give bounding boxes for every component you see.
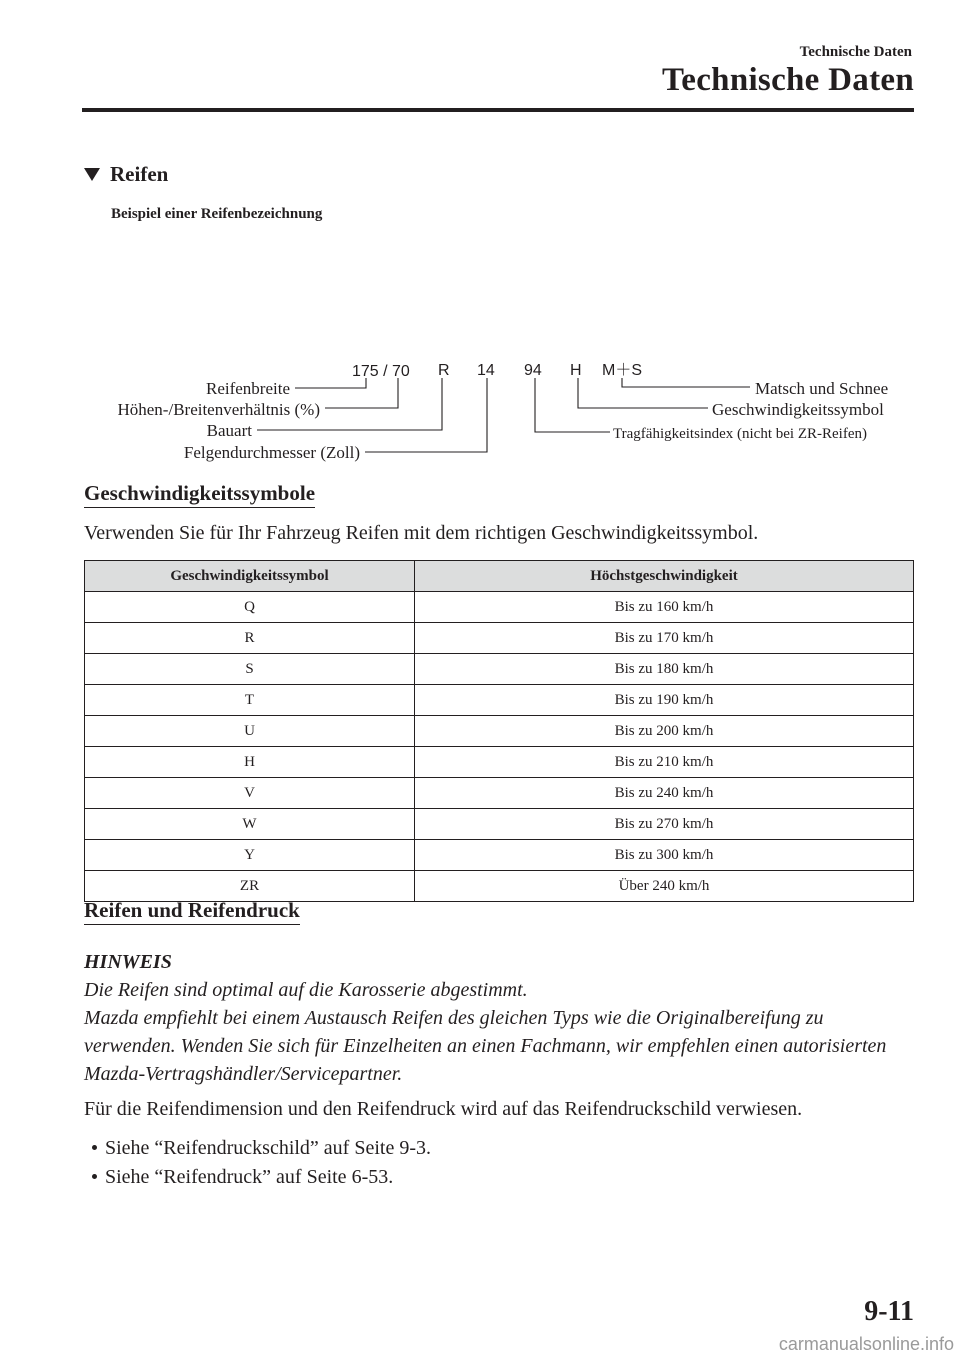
triangle-bullet-icon <box>84 168 100 181</box>
table-cell: H <box>85 747 415 778</box>
table-cell: T <box>85 685 415 716</box>
label-rim: Felgendurchmesser (Zoll) <box>183 443 360 462</box>
table-cell: U <box>85 716 415 747</box>
table-cell: Bis zu 270 km/h <box>415 809 914 840</box>
label-load-index: Tragfähigkeitsindex (nicht bei ZR-Reifen) <box>613 426 867 442</box>
table-row <box>85 747 914 778</box>
table-row <box>85 809 914 840</box>
bullet-dot-icon <box>92 1174 97 1179</box>
speed-intro: Verwenden Sie für Ihr Fahrzeug Reifen mit dem richtigen Geschwindigkeitssymbol. <box>84 522 759 544</box>
note-box <box>84 948 914 1088</box>
table-header-row <box>85 561 914 592</box>
table-cell: Bis zu 210 km/h <box>415 747 914 778</box>
note-label: HINWEIS <box>84 951 172 973</box>
table-cell: Bis zu 240 km/h <box>415 778 914 809</box>
table-cell: Bis zu 160 km/h <box>415 592 914 623</box>
running-header: Technische Daten <box>799 44 912 60</box>
list-item <box>84 1134 431 1163</box>
example-label: Beispiel einer Reifenbezeichnung <box>111 206 323 222</box>
table-cell: Bis zu 300 km/h <box>415 840 914 871</box>
table-row <box>85 592 914 623</box>
label-speed-symbol: Geschwindigkeitssymbol <box>712 400 884 419</box>
table-row <box>85 654 914 685</box>
bullet-dot-icon <box>92 1145 97 1150</box>
note-text-2: Mazda empfiehlt bei einem Austausch Reifen des gleichen Typs wie die Originalbereifung zu verwenden. Wenden Sie sich für Einzelheiten an einen Fachmann, wir empfehlen einen autorisierten Mazda-Vertragshändler/Servicepartner. <box>84 1007 887 1085</box>
list-item-text[interactable]: Siehe “Reifendruck” auf Seite 6-53. <box>105 1166 394 1188</box>
reference-list <box>84 1134 431 1192</box>
code-speed: H <box>570 362 582 379</box>
tire-designation-diagram <box>0 350 960 470</box>
label-construction: Bauart <box>206 421 252 440</box>
code-mud-snow: M＋S <box>602 362 643 379</box>
table-cell: Bis zu 200 km/h <box>415 716 914 747</box>
section-title-text: Reifen <box>110 162 169 186</box>
column-header: Höchstgeschwindigkeit <box>415 561 914 592</box>
table-cell: R <box>85 623 415 654</box>
pressure-heading: Reifen und Reifendruck <box>84 898 300 925</box>
watermark: carmanualsonline.info <box>778 1334 954 1354</box>
table-row <box>85 623 914 654</box>
chapter-title: Technische Daten <box>661 62 914 98</box>
note-text-1: Die Reifen sind optimal auf die Karosserie abgestimmt. <box>84 979 528 1001</box>
table-row <box>85 871 914 902</box>
table-cell: V <box>85 778 415 809</box>
table-row <box>85 716 914 747</box>
table-cell: Y <box>85 840 415 871</box>
table-row <box>85 685 914 716</box>
code-rim: 14 <box>477 362 495 379</box>
pressure-text: Für die Reifendimension und den Reifendruck wird auf das Reifendruckschild verwiesen. <box>84 1098 803 1120</box>
label-mud-snow: Matsch und Schnee <box>755 379 889 398</box>
table-cell: Q <box>85 592 415 623</box>
speed-symbols-heading: Geschwindigkeitssymbole <box>84 481 315 508</box>
table-cell: Über 240 km/h <box>415 871 914 902</box>
list-item <box>84 1163 431 1192</box>
speed-table <box>84 560 914 902</box>
table-cell: Bis zu 170 km/h <box>415 623 914 654</box>
table-cell: S <box>85 654 415 685</box>
table-cell: Bis zu 180 km/h <box>415 654 914 685</box>
page-number: 9-11 <box>864 1296 914 1327</box>
code-width-ratio: 175 / 70 <box>352 363 410 380</box>
table-cell: Bis zu 190 km/h <box>415 685 914 716</box>
table-cell: W <box>85 809 415 840</box>
label-ratio: Höhen-/Breitenverhältnis (%) <box>117 400 320 419</box>
code-load: 94 <box>524 362 542 379</box>
list-item-text[interactable]: Siehe “Reifendruckschild” auf Seite 9-3. <box>105 1137 431 1159</box>
table-row <box>85 840 914 871</box>
label-width: Reifenbreite <box>205 379 290 398</box>
table-row <box>85 778 914 809</box>
header-rule <box>82 108 914 112</box>
code-construction: R <box>438 362 450 379</box>
section-title <box>84 162 168 187</box>
table-cell: ZR <box>85 871 415 902</box>
column-header: Geschwindigkeitssymbol <box>85 561 415 592</box>
